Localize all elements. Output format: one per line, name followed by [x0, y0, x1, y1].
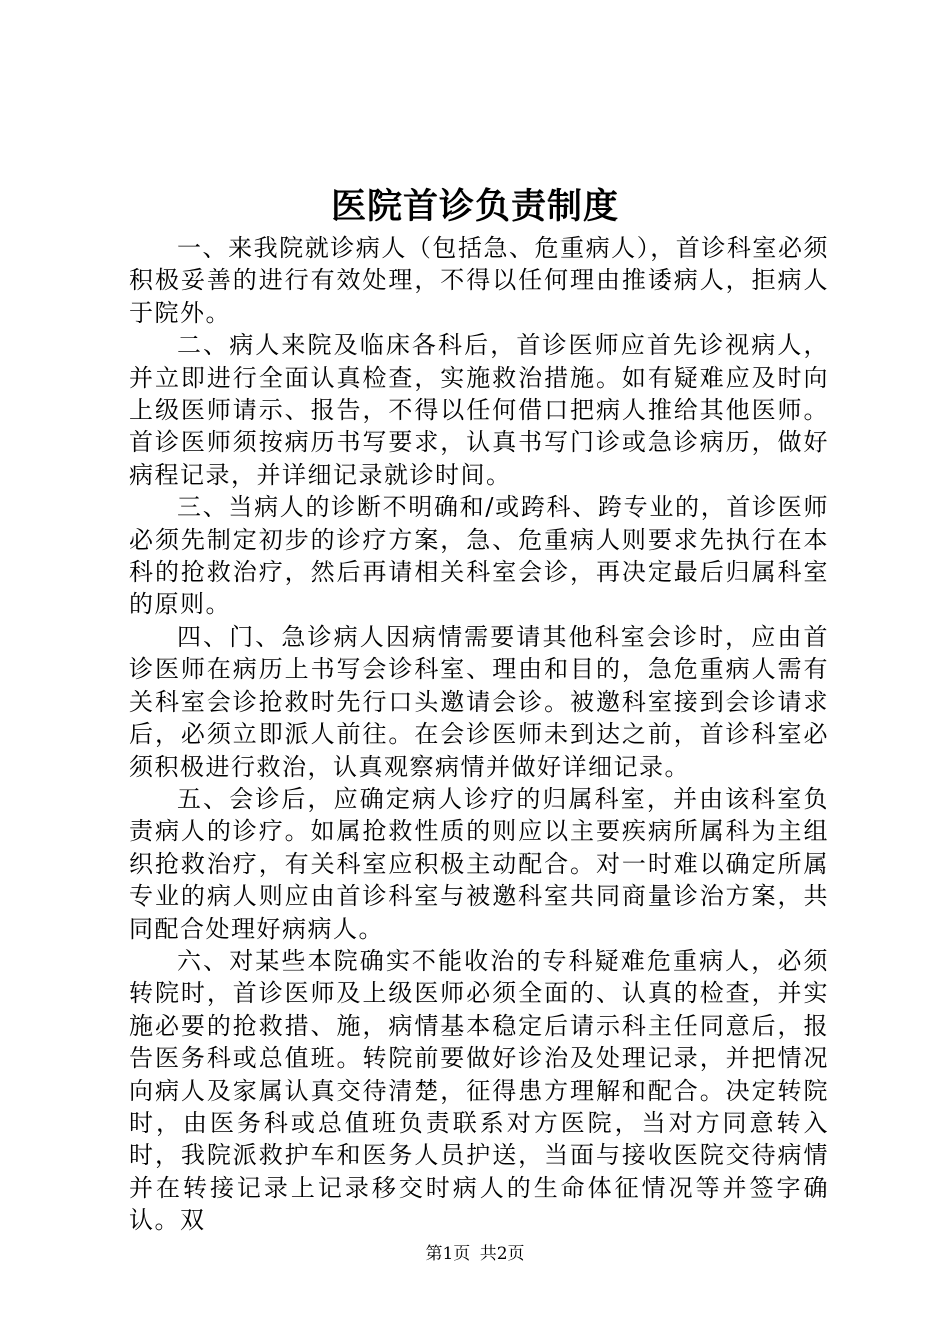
paragraph-1: 一、来我院就诊病人（包括急、危重病人），首诊科室必须积极妥善的进行有效处理，不得以任何理由推诿病人，拒病人于院外。 [129, 234, 829, 327]
paragraph-5: 五、会诊后，应确定病人诊疗的归属科室，并由该科室负责病人的诊疗。如属抢救性质的则应以主要疾病所属科为主组织抢救治疗，有关科室应积极主动配合。对一时难以确定所属专业的病人则应由首诊科室与被邀科室共同商量诊治方案，共同配合处理好病病人。 [129, 784, 829, 943]
page-number-total: 共2页 [479, 1244, 525, 1264]
paragraph-2: 二、病人来院及临床各科后，首诊医师应首先诊视病人，并立即进行全面认真检查，实施救治措施。如有疑难应及时向上级医师请示、报告，不得以任何借口把病人推给其他医师。首诊医师须按病历书写要求，认真书写门诊或急诊病历，做好病程记录，并详细记录就诊时间。 [129, 331, 829, 489]
paragraph-3: 三、当病人的诊断不明确和/或跨科、跨专业的，首诊医师必须先制定初步的诊疗方案，急、危重病人则要求先执行在本科的抢救治疗，然后再请相关科室会诊，再决定最后归属科室的原则。 [129, 493, 829, 619]
paragraph-4: 四、门、急诊病人因病情需要请其他科室会诊时，应由首诊医师在病历上书写会诊科室、理由和目的，急危重病人需有关科室会诊抢救时先行口头邀请会诊。被邀科室接到会诊请求后，必须立即派人前往。在会诊医师未到达之前，首诊科室必须积极进行救治，认真观察病情并做好详细记录。 [129, 622, 829, 781]
document-title: 医院首诊负责制度 [330, 186, 619, 227]
page-footer [0, 1242, 950, 1266]
paragraph-6: 六、对某些本院确实不能收治的专科疑难危重病人，必须转院时，首诊医师及上级医师必须全面的、认真的检查，并实施必要的抢救措、施，病情基本稳定后请示科主任同意后，报告医务科或总值班。转院前要做好诊治及处理记录，并把情况向病人及家属认真交待清楚，征得患方理解和配合。决定转院时，由医务科或总值班负责联系对方医院，当对方同意转入时，我院派救护车和医务人员护送，当面与接收医院交待病情并在转接记录上记录移交时病人的生命体征情况等并签字确认。双 [129, 946, 829, 1235]
document-body [129, 232, 829, 1237]
page-number-current: 第1页 [425, 1244, 471, 1264]
